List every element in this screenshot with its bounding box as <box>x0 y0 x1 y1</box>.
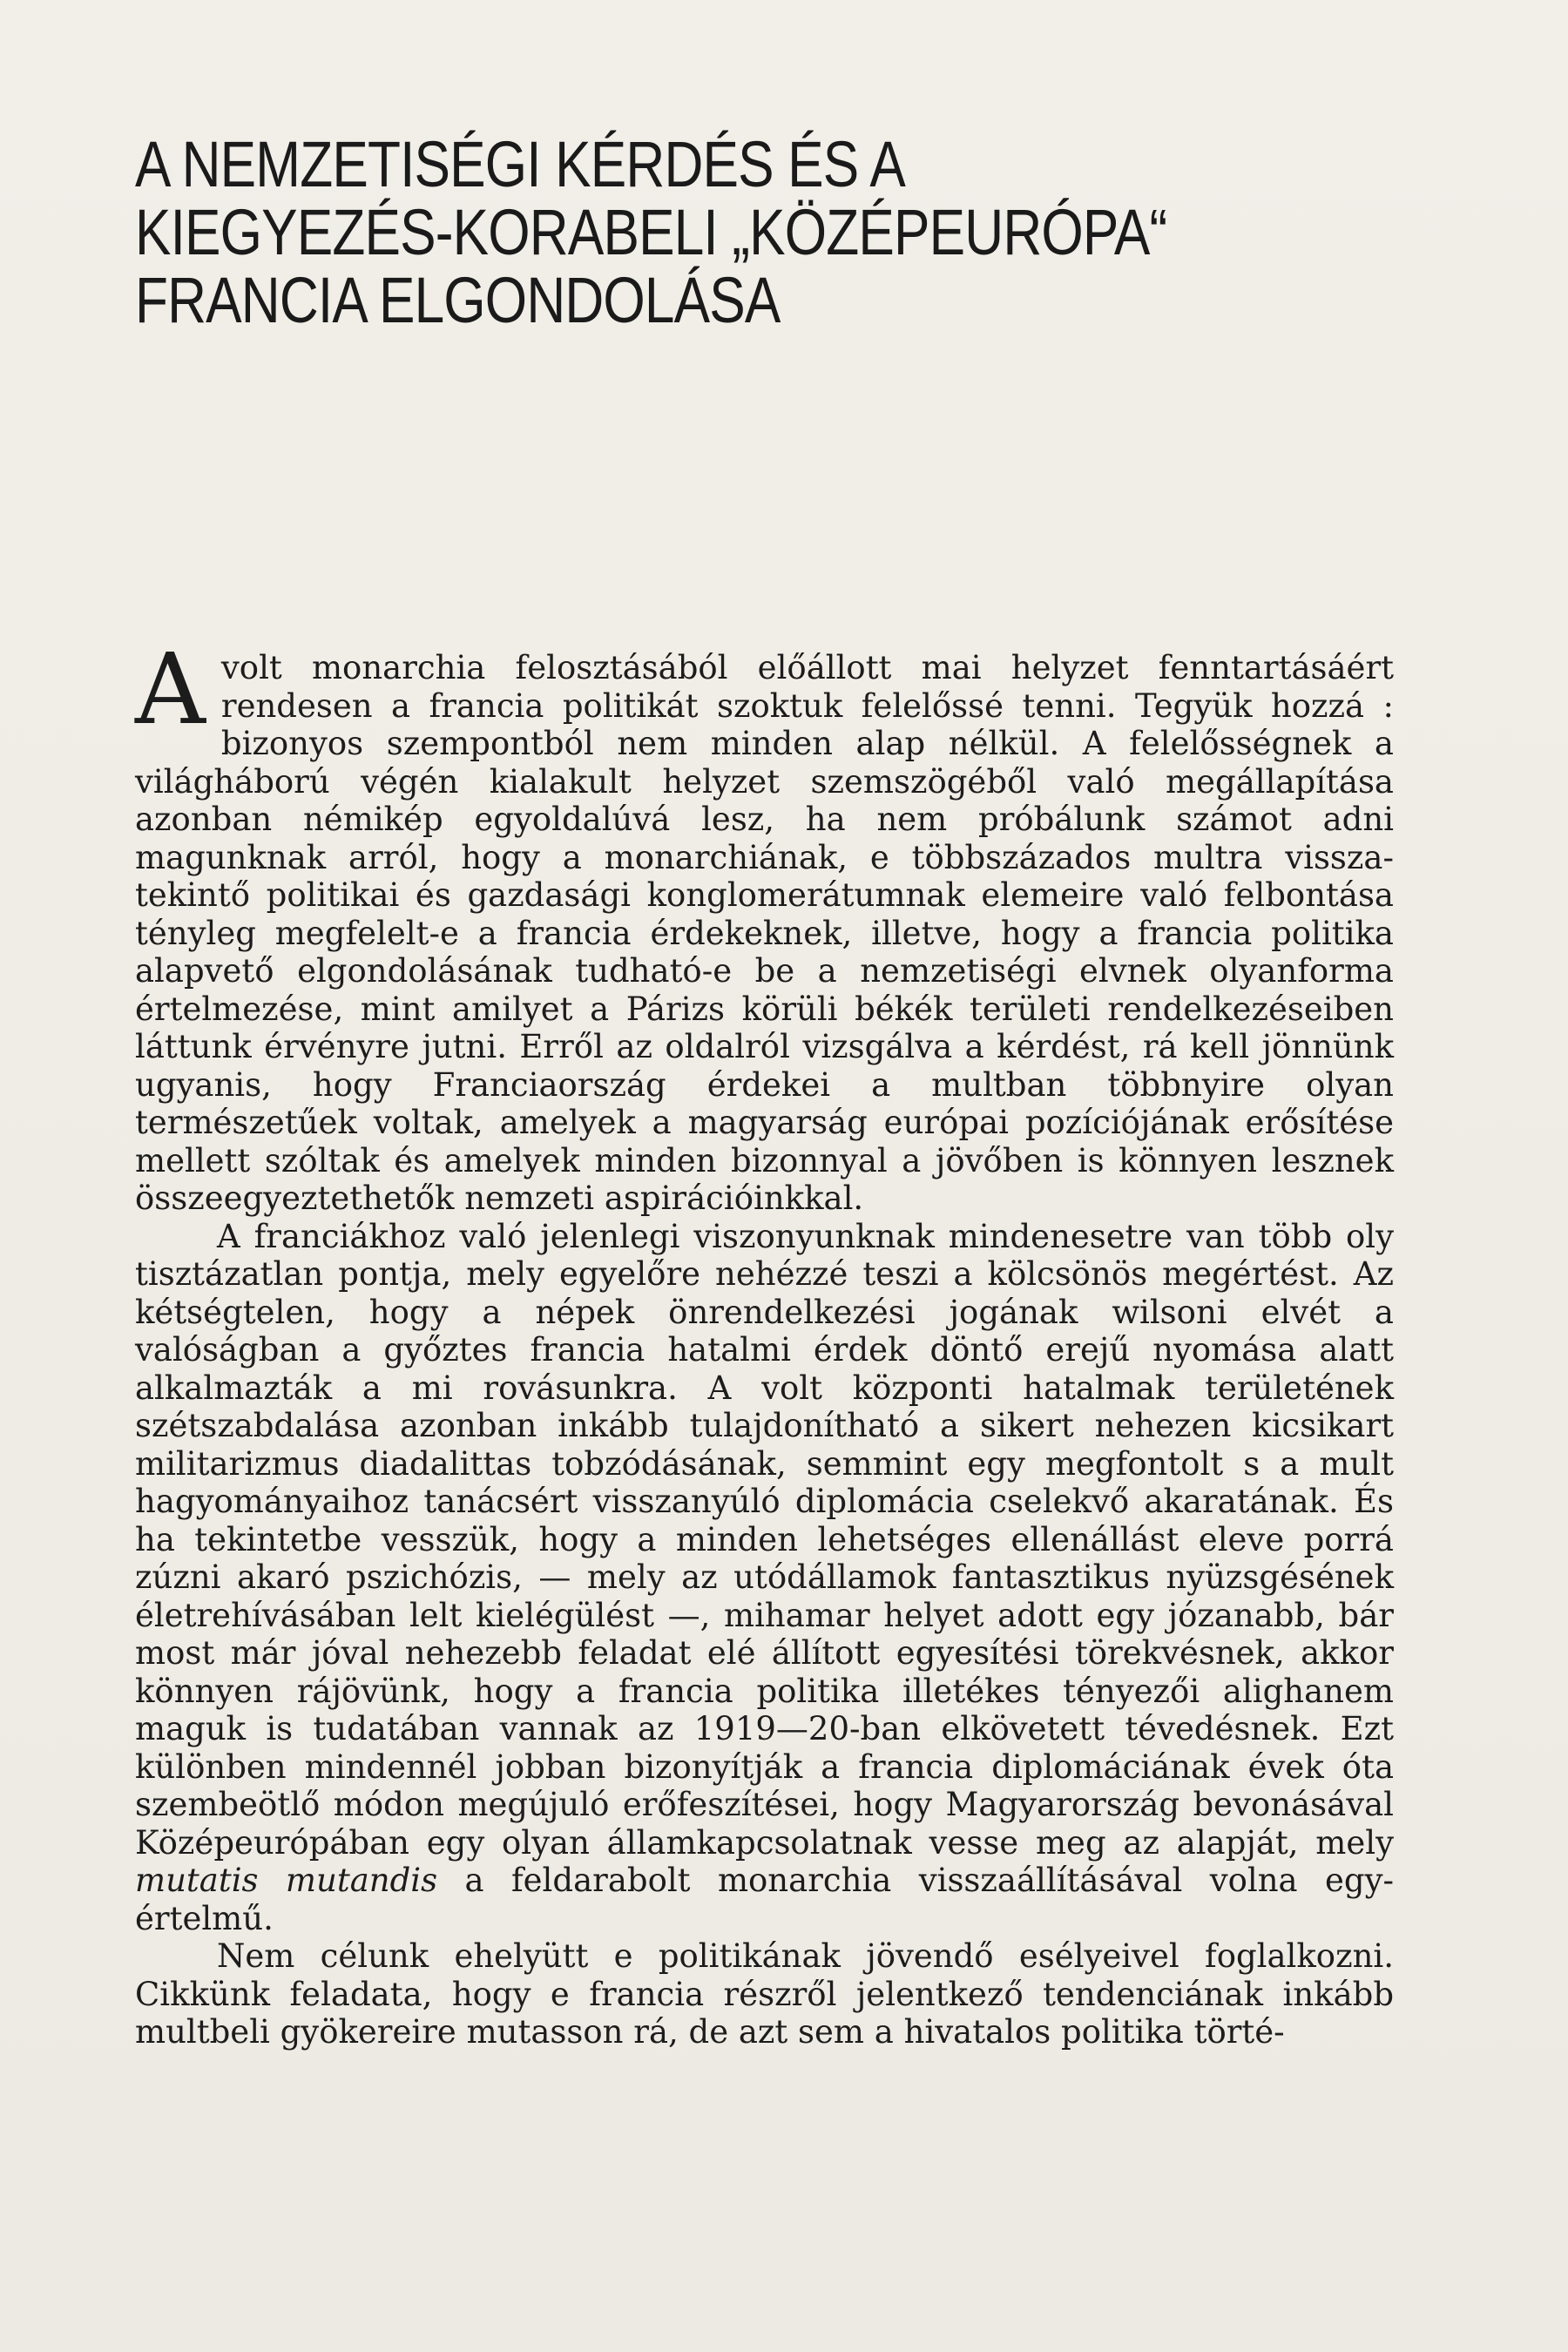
paragraph-2-text-a: A franciákhoz való jelenlegi viszonyunknak mindenesetre van több oly tisztázatlan pontja, mely egyelőre nehézzé teszi a kölcsönös megértést. Az kétségtelen, hogy a népek önrendelkezési jogának wilsoni elvét a valóságban a győztes francia hatalmi érdek döntő erejű nyomása alatt alkalmazták a mi rovásunkra. A volt központi hatalmak területének szétszabdalása azonban inkább tulajdonítható a sikert nehezen kicsikart militarizmus diadalittas tobzódásának, semmint egy megfontolt s a mult hagyományaihoz tanácsért visszanyúló diplomácia cselekvő akaratának. És ha tekintetbe vesszük, hogy a minden lehetséges ellenállást eleve porrá zúzni akaró pszichózis, — mely az utódállamok fantasztikus nyüzsgésének életrehívásában lelt kielégülést —, mihamar helyet adott egy józanabb, bár most már jóval nehezebb feladat elé állított egyesítési törekvésnek, akkor könnyen rájövünk, hogy a francia politika illetékes tényezői alighanem maguk is tudatában vannak az 1919—20-ban elkövetett tévedésnek. Ezt különben mindennél jobban bizonyítják a francia diplomáciának évek óta szembeötlő módon megújuló erőfeszítései, hogy Magyarország bevonásával Középeurópában egy olyan államkapcsolatnak vesse meg az alapját, mely <box>135 1217 1394 1862</box>
paragraph-1 <box>135 633 1394 1218</box>
title-line-1: A NEMZETISÉGI KÉRDÉS ÉS A <box>135 128 906 200</box>
paragraph-3 <box>135 1937 1394 2051</box>
article-title <box>135 128 1233 336</box>
paragraph-2 <box>135 1218 1394 1938</box>
title-line-3: FRANCIA ELGONDOLÁSA <box>135 264 781 336</box>
article-body <box>135 633 1394 2051</box>
drop-cap: A <box>135 633 206 747</box>
paragraph-1-text: volt monarchia felosztásából előállott mai helyzet fenntartásáért rendesen a francia politikát szoktuk felelőssé tenni. Tegyük hozzá : bizonyos szempontból nem minden alap nélkül. A felelősségnek a világháború végén kialakult helyzet szemszögéből való megállapítása azonban némikép egyoldalúvá lesz, ha nem próbálunk számot adni magunknak arról, hogy a monarchiának, e többszázados multra visszatekintő politikai és gazdasági konglomerátumnak elemeire való felbontása tényleg megfelelt-e a francia érdekeknek, illetve, hogy a francia politika alapvető elgondolásának tudható-e be a nemzetiségi elvnek olyanforma értelmezése, mint amilyet a Párizs körüli békék területi rendelkezéseiben láttunk érvényre jutni. Erről az oldalról vizsgálva a kérdést, rá kell jönnünk ugyanis, hogy Franciaország érdekei a multban többnyire olyan természetűek voltak, amelyek a magyarság európai pozíciójának erősítése mellett szóltak és amelyek minden bizonnyal a jövőben is könnyen lesznek összeegyeztethetők nemzeti aspirációinkkal. <box>135 649 1394 1217</box>
title-line-2: KIEGYEZÉS-KORABELI „KÖZÉPEURÓPA“ <box>135 196 1167 268</box>
paragraph-3-text: Nem célunk ehelyütt e politikának jövendő esélyeivel foglalkozni. Cikkünk feladata, hogy e francia részről jelentkező tendenciának inkább multbeli gyökereire mutasson rá, de azt sem a hivatalos politika törté- <box>135 1937 1394 2051</box>
paragraph-2-text-b: a feldarabolt monarchia visszaállításával volna egyértelmű. <box>135 1862 1394 1937</box>
italic-phrase: mutatis mutandis <box>135 1862 438 1899</box>
